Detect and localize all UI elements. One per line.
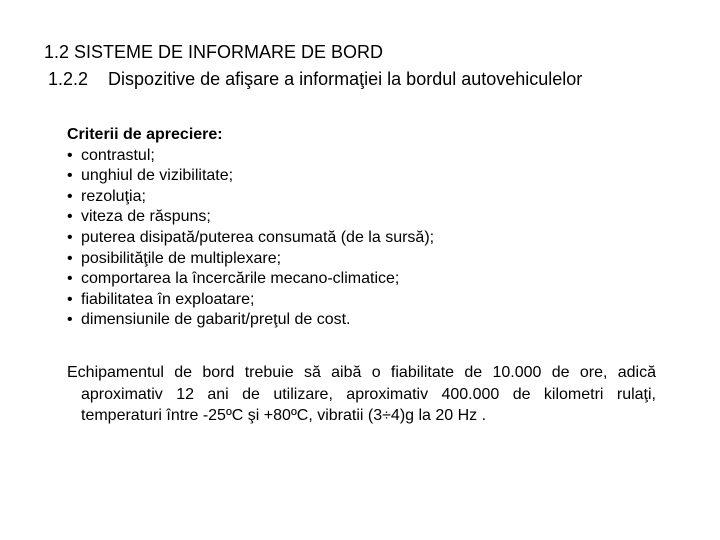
list-item-text: rezoluţia; (81, 187, 146, 205)
section-heading: 1.2 SISTEME DE INFORMARE DE BORD (44, 42, 384, 62)
bullet-icon: • (67, 187, 73, 205)
list-item (67, 187, 434, 208)
list-item (67, 249, 434, 270)
list-item (67, 310, 434, 331)
criteria-list (67, 146, 434, 331)
criteria-block (67, 125, 434, 331)
list-item-text: puterea disipată/puterea consumată (de la sursă); (81, 228, 435, 246)
bullet-icon: • (67, 270, 73, 288)
paragraph-line: aproximativ 12 ani de utilizare, aproximativ 400.000 de kilometri rulaţi, (81, 385, 656, 403)
subsection-heading (48, 70, 582, 88)
list-item (67, 146, 434, 167)
bullet-icon: • (67, 228, 73, 246)
list-item (67, 207, 434, 228)
bullet-icon: • (67, 311, 73, 329)
list-item (67, 290, 434, 311)
list-item-text: contrastul; (81, 146, 155, 164)
list-item-text: dimensiunile de gabarit/preţul de cost. (81, 311, 351, 329)
paragraph-line: temperaturi între -25ºC şi +80ºC, vibratii (3÷4)g la 20 Hz . (81, 407, 487, 424)
bullet-icon: • (67, 249, 73, 267)
bullet-icon: • (67, 146, 73, 164)
list-item-text: unghiul de vizibilitate; (81, 167, 234, 185)
bullet-icon: • (67, 167, 73, 185)
bullet-icon: • (67, 208, 73, 226)
list-item (67, 269, 434, 290)
subsection-number: 1.2.2 (48, 69, 89, 89)
list-item-text: fiabilitatea în exploatare; (81, 290, 255, 308)
bullet-icon: • (67, 290, 73, 308)
reliability-paragraph (67, 362, 656, 427)
list-item (67, 166, 434, 187)
subsection-title: Dispozitive de afişare a informaţiei la bordul autovehiculelor (108, 69, 583, 89)
list-item-text: comportarea la încercările mecano-climatice; (81, 270, 400, 288)
list-item (67, 228, 434, 249)
paragraph-line: Echipamentul de bord trebuie să aibă o fiabilitate de 10.000 de ore, adică (67, 364, 656, 381)
criteria-title: Criterii de apreciere: (67, 126, 223, 143)
list-item-text: viteza de răspuns; (81, 208, 211, 226)
list-item-text: posibilităţile de multiplexare; (81, 249, 282, 267)
